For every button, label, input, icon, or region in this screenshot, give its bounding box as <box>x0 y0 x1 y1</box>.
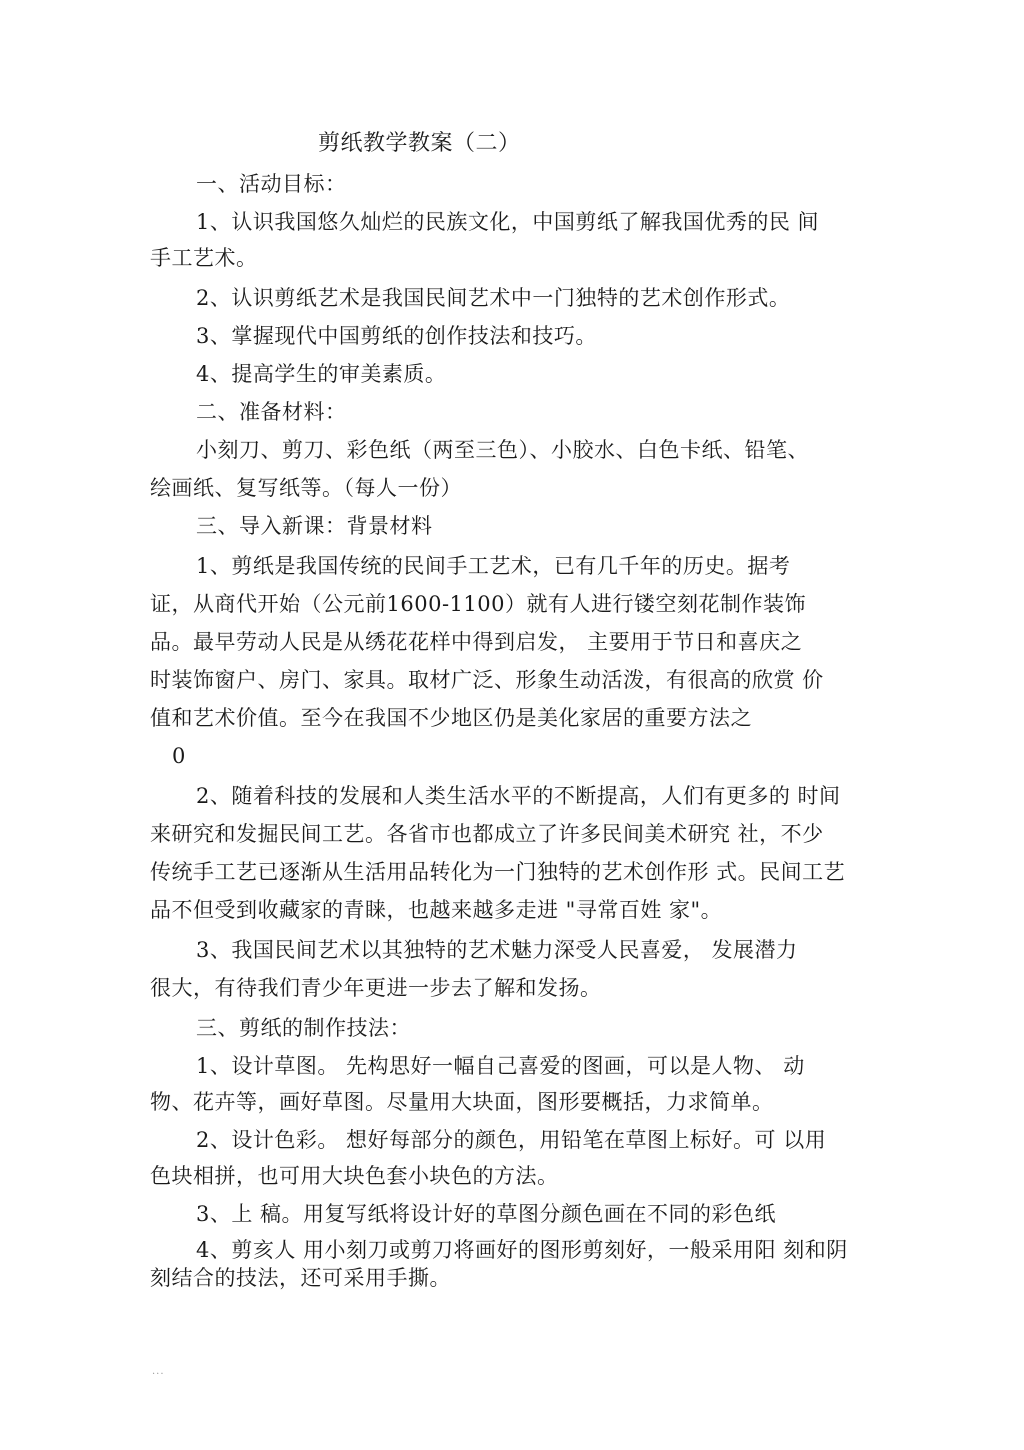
paragraph-line: 时装饰窗户、房门、家具。取材广泛、形象生动活泼，有很高的欣赏 价 <box>150 668 824 692</box>
section-heading: 三、剪纸的制作技法： <box>196 1016 411 1040</box>
page-footer-mark: ... <box>152 1366 165 1377</box>
paragraph-line: 刻结合的技法，还可采用手撕。 <box>150 1266 451 1290</box>
paragraph-line: 品不但受到收藏家的青睐，也越来越多走进 "寻常百姓 家"。 <box>150 898 723 922</box>
document-title: 剪纸教学教案（二） <box>318 131 521 156</box>
section-heading: 三、导入新课：背景材料 <box>196 514 433 538</box>
section-heading: 一、活动目标： <box>196 172 347 196</box>
paragraph-line: 4、剪亥人 用小刻刀或剪刀将画好的图形剪刻好，一般采用阳 刻和阴 <box>196 1238 848 1262</box>
section-heading: 二、准备材料： <box>196 400 347 424</box>
paragraph-line: 手工艺术。 <box>150 246 258 270</box>
paragraph-line: 1、认识我国悠久灿烂的民族文化，中国剪纸了解我国优秀的民 间 <box>196 210 820 234</box>
paragraph-line: 物、花卉等，画好草图。尽量用大块面，图形要概括，力求简单。 <box>150 1090 774 1114</box>
paragraph-line: 2、认识剪纸艺术是我国民间艺术中一门独特的艺术创作形式。 <box>196 286 791 310</box>
paragraph-line: 3、掌握现代中国剪纸的创作技法和技巧。 <box>196 324 597 348</box>
paragraph-line: 1、设计草图。 先构思好一幅自己喜爱的图画，可以是人物、 动 <box>196 1054 805 1078</box>
paragraph-line: 很大，有待我们青少年更进一步去了解和发扬。 <box>150 976 602 1000</box>
paragraph-line: 2、设计色彩。 想好每部分的颜色，用铅笔在草图上标好。可 以用 <box>196 1128 827 1152</box>
paragraph-line: 3、我国民间艺术以其独特的艺术魅力深受人民喜爱， 发展潜力 <box>196 938 798 962</box>
paragraph-line: 绘画纸、复写纸等。（每人一份） <box>150 476 462 500</box>
paragraph-line: 证，从商代开始（公元前1600-1100）就有人进行镂空刻花制作装饰 <box>150 592 806 616</box>
paragraph-line: 1、剪纸是我国传统的民间手工艺术，已有几千年的历史。据考 <box>196 554 791 578</box>
paragraph-line: 0 <box>172 744 186 768</box>
paragraph-line: 2、随着科技的发展和人类生活水平的不断提高，人们有更多的 时间 <box>196 784 841 808</box>
paragraph-line: 3、上 稿。用复写纸将设计好的草图分颜色画在不同的彩色纸 <box>196 1202 777 1226</box>
paragraph-line: 色块相拼，也可用大块色套小块色的方法。 <box>150 1164 559 1188</box>
paragraph-line: 传统手工艺已逐渐从生活用品转化为一门独特的艺术创作形 式。民间工艺 <box>150 860 846 884</box>
paragraph-line: 4、提高学生的审美素质。 <box>196 362 447 386</box>
paragraph-line: 值和艺术价值。至今在我国不少地区仍是美化家居的重要方法之 <box>150 706 752 730</box>
paragraph-line: 小刻刀、剪刀、彩色纸（两至三色）、小胶水、白色卡纸、铅笔、 <box>196 438 809 462</box>
paragraph-line: 品。最早劳动人民是从绣花花样中得到启发， 主要用于节日和喜庆之 <box>150 630 803 654</box>
paragraph-line: 来研究和发掘民间工艺。各省市也都成立了许多民间美术研究 社，不少 <box>150 822 824 846</box>
